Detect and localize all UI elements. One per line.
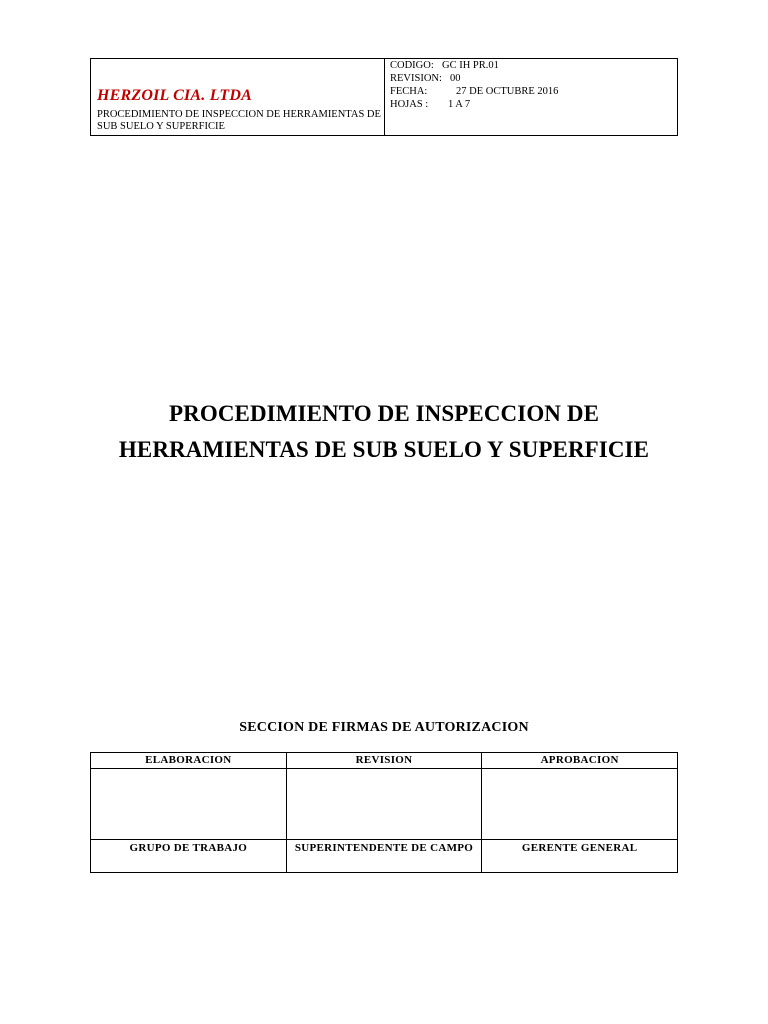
signature-box-elaboracion [91, 769, 287, 840]
fecha-label: FECHA: [390, 86, 428, 97]
role-elaboracion: GRUPO DE TRABAJO [91, 840, 287, 873]
signature-box-revision [286, 769, 482, 840]
title-line-1: PROCEDIMIENTO DE INSPECCION DE [168, 401, 600, 426]
hojas-label: HOJAS : [390, 99, 429, 110]
codigo-label: CODIGO: [390, 60, 434, 71]
meta-revision [390, 72, 461, 85]
meta-fecha [390, 85, 558, 98]
company-name: HERZOIL CIA. LTDA [97, 87, 252, 104]
hojas-value: 1 A 7 [448, 99, 471, 110]
role-revision: SUPERINTENDENTE DE CAMPO [286, 840, 482, 873]
signatures-section-title: SECCION DE FIRMAS DE AUTORIZACION [239, 720, 529, 735]
meta-codigo [390, 59, 499, 72]
document-subtitle: PROCEDIMIENTO DE INSPECCION DE HERRAMIENTAS DE SUB SUELO Y SUPERFICIE [97, 109, 381, 132]
document-header [90, 58, 678, 136]
signatures-table [90, 752, 678, 873]
fecha-value: 27 DE OCTUBRE 2016 [456, 86, 559, 97]
revision-label: REVISION: [390, 73, 442, 84]
codigo-value: GC IH PR.01 [442, 60, 499, 71]
title-line-2: HERRAMIENTAS DE SUB SUELO Y SUPERFICIE [118, 437, 650, 462]
meta-hojas [390, 98, 470, 111]
document-title [0, 396, 768, 468]
column-header-elaboracion: ELABORACION [91, 753, 287, 769]
role-aprobacion: GERENTE GENERAL [482, 840, 678, 873]
document-meta-cell [385, 59, 678, 136]
column-header-aprobacion: APROBACION [482, 753, 678, 769]
signature-box-aprobacion [482, 769, 678, 840]
column-header-revision: REVISION [286, 753, 482, 769]
revision-value: 00 [450, 73, 461, 84]
company-cell [91, 59, 385, 136]
